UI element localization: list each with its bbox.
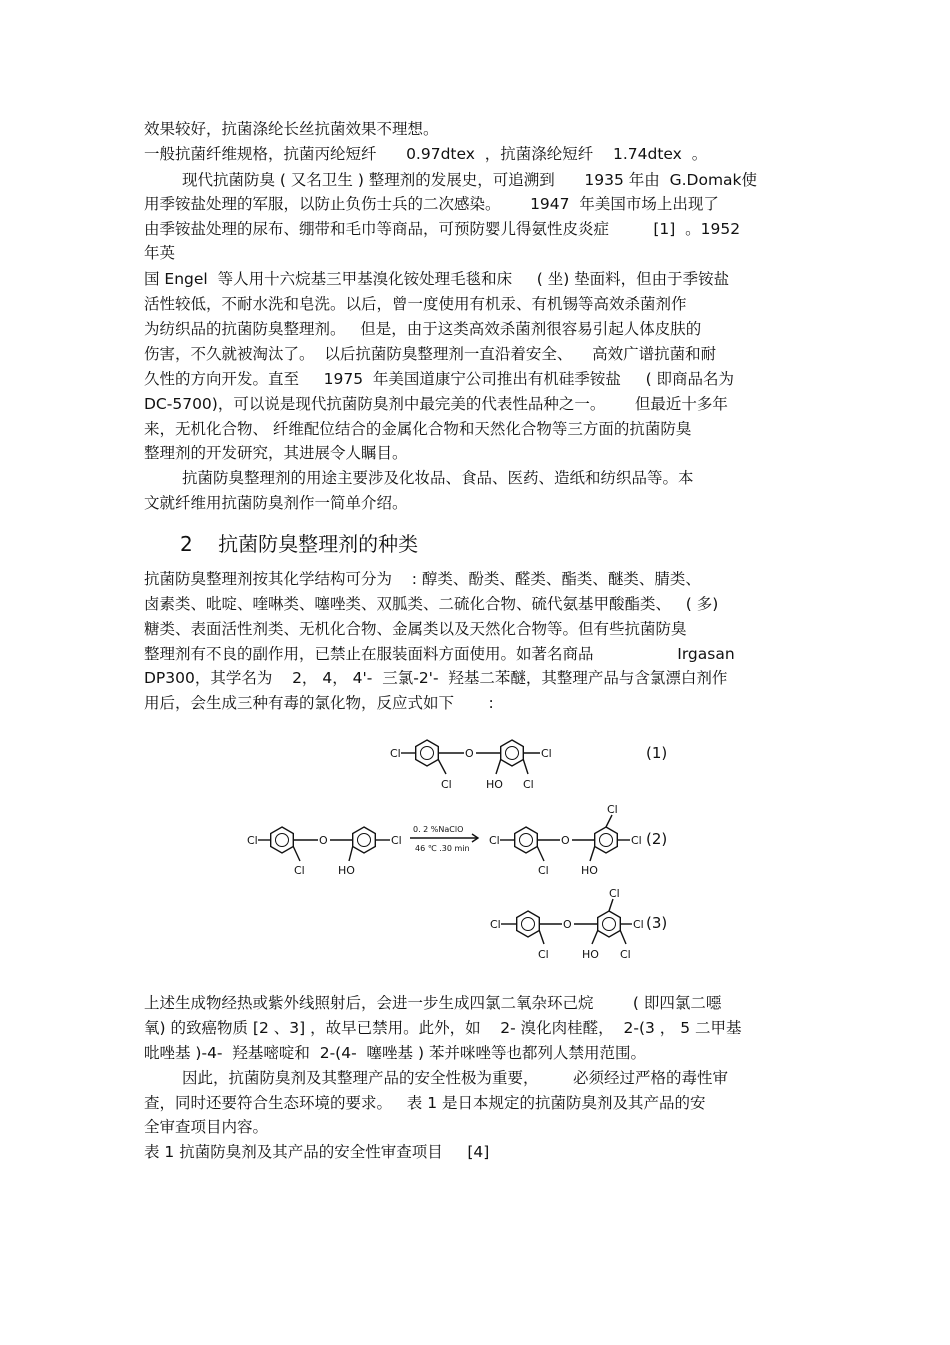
product-label-3: (3) [646,914,668,932]
text-line: 卤素类、吡啶、喹啉类、噻唑类、双胍类、二硫化合物、硫代氨基甲酸酯类、 ( 多) [144,595,719,613]
chlorine-label: Cl [490,918,501,931]
text-line: 全审查项目内容。 [144,1118,269,1136]
text-line: 抗菌防臭整理剂的用途主要涉及化妆品、食品、医药、造纸和纺织品等。本 [182,469,694,487]
text-line: 用季铵盐处理的军服，以防止负伤士兵的二次感染。 1947 年美国市场上出现了 [144,195,719,213]
chlorine-label: Cl [631,834,642,847]
chlorine-label: Cl [633,918,644,931]
text-line: 整理剂有不良的副作用，已禁止在服装面料方面使用。如著名商品 Irgasan [144,645,735,663]
chlorine-label: Cl [541,747,552,760]
chlorine-label: Cl [620,948,631,961]
text-line: 现代抗菌防臭 ( 又名卫生 ) 整理剂的发展史，可追溯到 1935 年由 G.Domak使 [182,171,758,189]
product-label-2: (2) [646,830,668,848]
chlorine-label: Cl [607,803,618,816]
chlorine-label: Cl [390,747,401,760]
oxygen-label: O [465,747,474,760]
text-line: 久性的方向开发。直至 1975 年美国道康宁公司推出有机硅季铵盐 ( 即商品名为 [144,370,735,388]
text-line: 由季铵盐处理的尿布、绷带和毛巾等商品，可预防婴儿得氨性皮炎症 [1] 。1952 [144,220,741,238]
chlorine-label: Cl [609,887,620,900]
conditions-label: 46 ℃ .30 min [415,844,470,853]
product-label-1: (1) [646,744,668,762]
text-line: 效果较好，抗菌涤纶长丝抗菌效果不理想。 [144,120,439,138]
oxygen-label: O [319,834,328,847]
text-line: DP300，其学名为 2， 4， 4'- 三氯-2'- 羟基二苯醚，其整理产品与含氯漂白剂作 [144,669,728,687]
text-line: 上述生成物经热或紫外线照射后，会进一步生成四氯二氧杂环己烷 ( 即四氯二噁 [144,994,722,1012]
chlorine-label: Cl [489,834,500,847]
text-line: 伤害，不久就被淘汰了。 以后抗菌防臭整理剂一直沿着安全、 高效广谱抗菌和耐 [144,345,717,363]
hydroxyl-label: HO [338,864,355,877]
chlorine-label: Cl [294,864,305,877]
text-line: DC-5700)，可以说是现代抗菌防臭剂中最完美的代表性品种之一。 但最近十多年 [144,395,728,413]
text-line: 因此，抗菌防臭剂及其整理产品的安全性极为重要， 必须经过严格的毒性审 [182,1069,728,1087]
hydroxyl-label: HO [581,864,598,877]
hydroxyl-label: HO [486,778,503,791]
text-line: 文就纤维用抗菌防臭剂作一简单介绍。 [144,494,408,512]
section-heading: 2 抗菌防臭整理剂的种类 [180,532,419,556]
oxygen-label: O [563,918,572,931]
chlorine-label: Cl [523,778,534,791]
chlorine-label: Cl [538,864,549,877]
chlorine-label: Cl [391,834,402,847]
chlorine-label: Cl [538,948,549,961]
text-line: 用后，会生成三种有毒的氯化物，反应式如下 : [144,694,494,712]
text-line: 糖类、表面活性剂类、无机化合物、金属类以及天然化合物等。但有些抗菌防臭 [144,620,687,638]
text-line: 抗菌防臭整理剂按其化学结构可分为 : 醇类、酚类、醛类、酯类、醚类、腈类、 [144,570,701,588]
table-caption: 表 1 抗菌防臭剂及其产品的安全性审查项目 [4] [144,1143,490,1161]
chlorine-label: Cl [441,778,452,791]
text-line: 吡唑基 )-4- 羟基嘧啶和 2-(4- 噻唑基 ) 苯并咪唑等也都列人禁用范围。 [144,1044,646,1062]
reagent-label: 0. 2 %NaClO [413,825,464,834]
hydroxyl-label: HO [582,948,599,961]
text-line: 年英 [144,244,176,262]
text-line: 为纺织品的抗菌防臭整理剂。 但是，由于这类高效杀菌剂很容易引起人体皮肤的 [144,320,702,338]
oxygen-label: O [561,834,570,847]
text-line: 国 Engel 等人用十六烷基三甲基溴化铵处理毛毯和床 ( 坐) 垫面料，但由于季铵盐 [144,270,730,288]
chlorine-label: Cl [247,834,258,847]
text-line: 来，无机化合物、 纤维配位结合的金属化合物和天然化合物等三方面的抗菌防臭 [144,420,692,438]
text-line: 一般抗菌纤维规格，抗菌丙纶短纤 0.97dtex ，抗菌涤纶短纤 1.74dtex 。 [144,145,708,163]
text-line: 整理剂的开发研究，其进展令人瞩目。 [144,444,408,462]
reaction-scheme-figure [240,735,690,967]
text-line: 查，同时还要符合生态环境的要求。 表 1 是日本规定的抗菌防臭剂及其产品的安 [144,1094,706,1112]
text-line: 活性较低，不耐水洗和皂洗。以后，曾一度使用有机汞、有机锡等高效杀菌剂作 [144,295,687,313]
text-line: 氧) 的致癌物质 [2 、3] ，故早已禁用。此外，如 2- 溴化肉桂醛， 2-(3 ， 5 二甲基 [144,1019,742,1037]
